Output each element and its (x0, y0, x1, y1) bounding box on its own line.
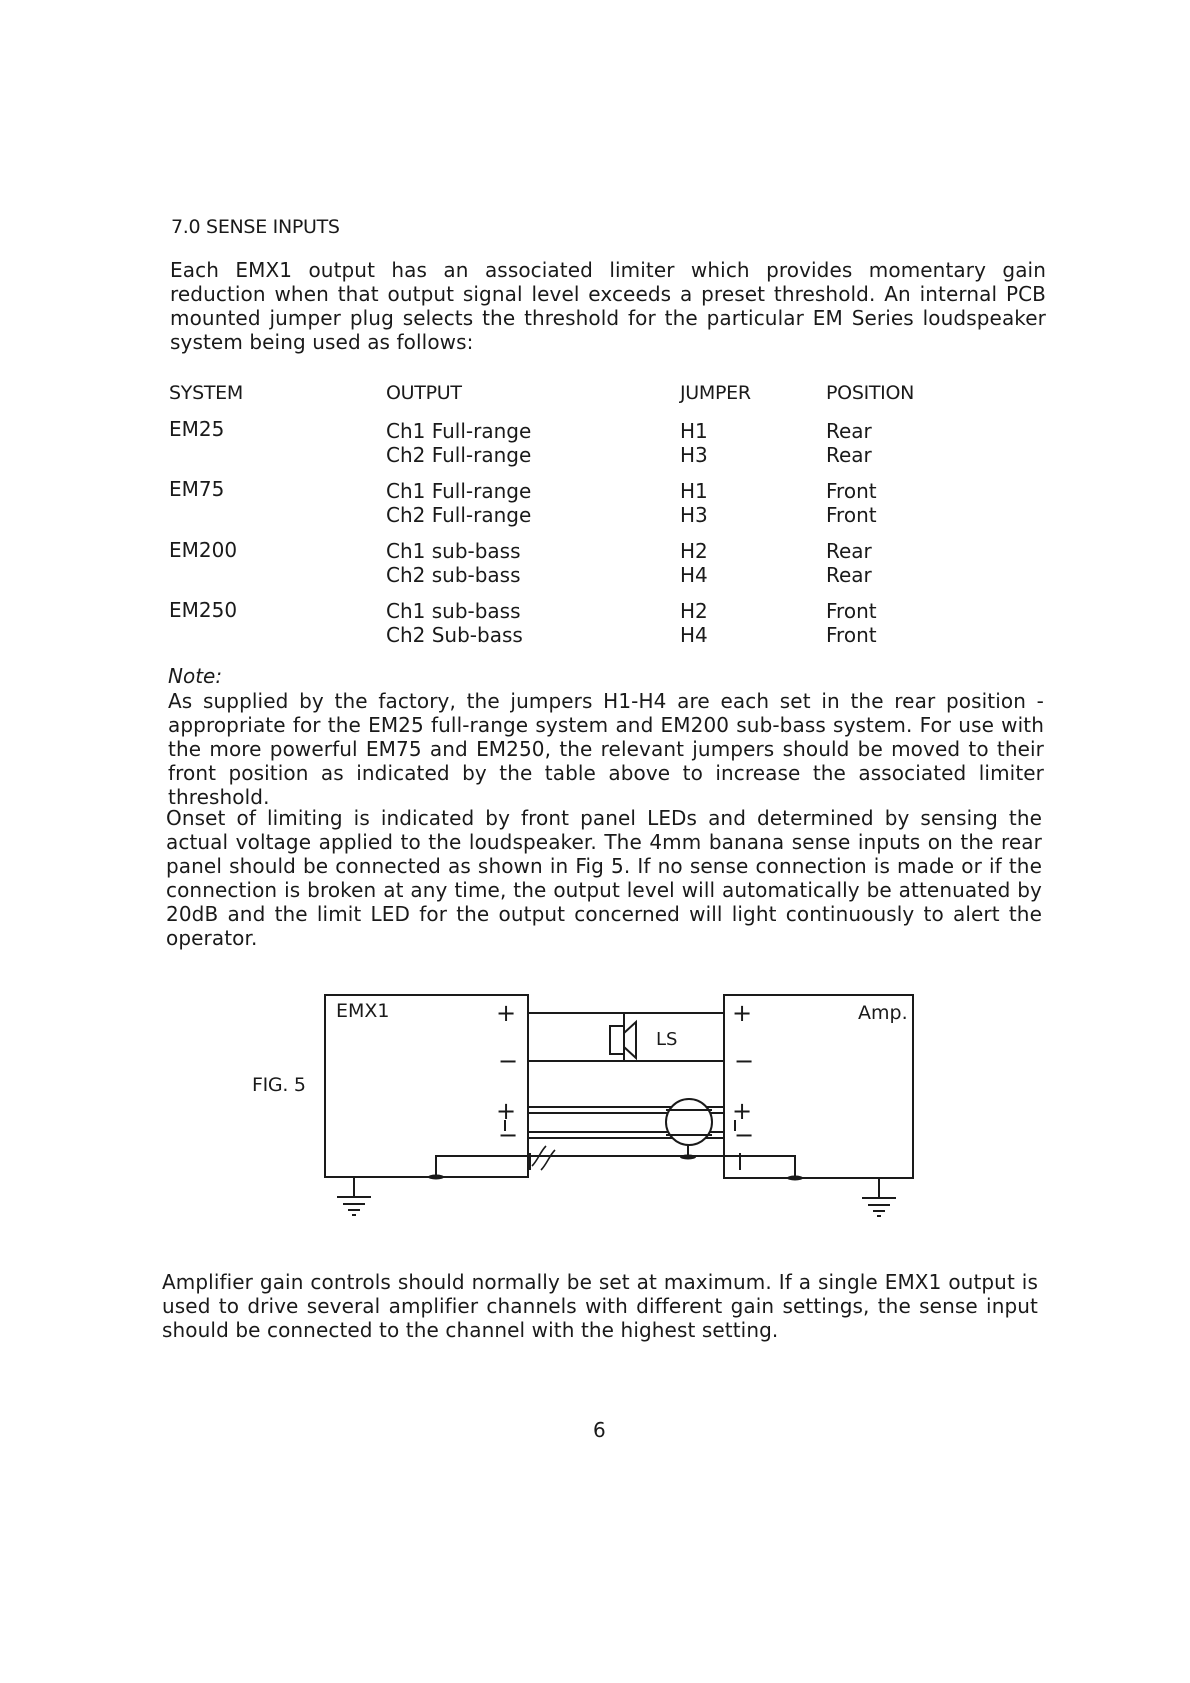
intro-paragraph: Each EMX1 output has an associated limiter which provides momentary gain reduction when that output signal level exceeds a preset threshold. An internal PCB mounted jumper plug selects the threshold for the particular EM Series loudspeaker system being used as follows: (170, 258, 1046, 354)
table-cell-position: Rear (826, 419, 872, 443)
screen-wire (436, 1156, 795, 1177)
table-cell-position: Rear (826, 563, 872, 587)
table-cell-jumper: H3 (680, 503, 708, 527)
right-minus-sense: − (734, 1121, 755, 1149)
table-cell-output: Ch2 Full-range (386, 503, 532, 527)
table-cell-jumper: H2 (680, 599, 708, 623)
table-cell-position: Rear (826, 443, 872, 467)
note-label: Note: (168, 664, 223, 688)
table-cell-position: Front (826, 623, 877, 647)
table-cell-output: Ch2 sub-bass (386, 563, 521, 587)
loudspeaker-icon (610, 1022, 636, 1058)
table-cell-output: Ch1 sub-bass (386, 599, 521, 623)
left-minus-sense: − (498, 1121, 519, 1149)
table-cell-system: EM25 (169, 417, 225, 441)
table-header-output: OUTPUT (386, 382, 462, 404)
shield-circle-icon (666, 1099, 712, 1145)
closing-paragraph: Amplifier gain controls should normally be set at maximum. If a single EMX1 output is used to drive several amplifier channels with different gain settings, the sense input should be connected to the channel with the highest setting. (162, 1270, 1038, 1342)
table-cell-system: EM200 (169, 538, 238, 562)
table-header-jumper: JUMPER (680, 382, 751, 404)
table-cell-position: Front (826, 479, 877, 503)
left-plus-sense: + (496, 1097, 517, 1125)
table-header-position: POSITION (826, 382, 915, 404)
table-cell-output: Ch2 Sub-bass (386, 623, 523, 647)
note-paragraph: As supplied by the factory, the jumpers H1-H4 are each set in the rear position - appropriate for the EM25 full-range system and EM200 sub-bass system. For use with the more powerful EM75 and EM250, the relevant jumpers should be moved to their front position as indicated by the table above to increase the associated limiter threshold. (168, 689, 1044, 809)
table-cell-output: Ch1 sub-bass (386, 539, 521, 563)
table-cell-output: Ch1 Full-range (386, 419, 532, 443)
emx1-label: EMX1 (336, 1000, 390, 1022)
table-cell-system: EM75 (169, 477, 225, 501)
figure-label: FIG. 5 (252, 1074, 306, 1096)
amp-label: Amp. (858, 1002, 908, 1024)
table-cell-position: Front (826, 503, 877, 527)
section-heading: 7.0 SENSE INPUTS (171, 216, 340, 238)
table-header-system: SYSTEM (169, 382, 243, 404)
table-cell-position: Front (826, 599, 877, 623)
right-plus-sense: + (732, 1097, 753, 1125)
page-number: 6 (593, 1418, 606, 1442)
table-cell-jumper: H2 (680, 539, 708, 563)
left-plus-top: + (496, 999, 517, 1027)
right-minus-top: − (734, 1047, 755, 1075)
table-cell-jumper: H4 (680, 563, 708, 587)
left-minus-top: − (498, 1047, 519, 1075)
table-cell-jumper: H3 (680, 443, 708, 467)
table-cell-output: Ch2 Full-range (386, 443, 532, 467)
table-cell-system: EM250 (169, 598, 238, 622)
table-cell-output: Ch1 Full-range (386, 479, 532, 503)
table-cell-jumper: H4 (680, 623, 708, 647)
ground-left-icon (337, 1177, 371, 1215)
right-plus-top: + (732, 999, 753, 1027)
speaker-label: LS (656, 1029, 678, 1050)
table-cell-jumper: H1 (680, 479, 708, 503)
break-mark-icon (532, 1146, 555, 1170)
ground-right-icon (862, 1178, 896, 1216)
table-cell-position: Rear (826, 539, 872, 563)
table-cell-jumper: H1 (680, 419, 708, 443)
limiting-paragraph: Onset of limiting is indicated by front panel LEDs and determined by sensing the actual voltage applied to the loudspeaker. The 4mm banana sense inputs on the rear panel should be connected as shown in Fig 5. If no sense connection is made or if the connection is broken at any time, the output level will automatically be attenuated by 20dB and the limit LED for the output concerned will light continuously to alert the operator. (166, 806, 1042, 950)
